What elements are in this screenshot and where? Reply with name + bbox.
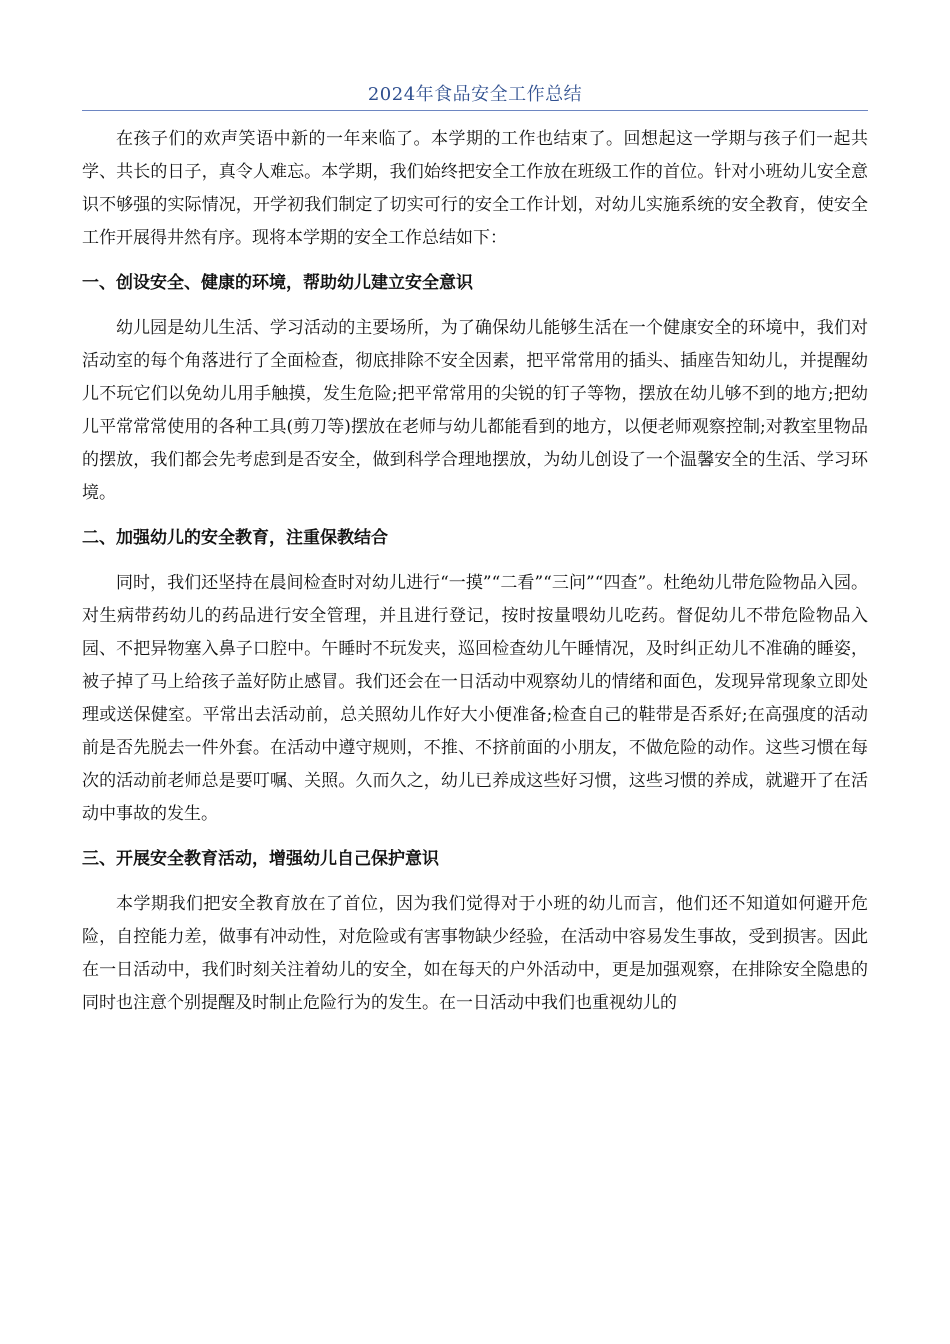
section-2-paragraph: 同时，我们还坚持在晨间检查时对幼儿进行“一摸”“二看”“三问”“四查”。杜绝幼儿带危险物品入园。对生病带药幼儿的药品进行安全管理，并且进行登记，按时按量喂幼儿吃药。督促幼儿不带危险物品入园、不把异物塞入鼻子口腔中。午睡时不玩发夹，巡回检查幼儿午睡情况，及时纠正幼儿不准确的睡姿，被子掉了马上给孩子盖好防止感冒。我们还会在一日活动中观察幼儿的情绪和面色，发现异常现象立即处理或送保健室。平常出去活动前，总关照幼儿作好大小便准备;检查自己的鞋带是否系好;在高强度的活动前是否先脱去一件外套。在活动中遵守规则，不推、不挤前面的小朋友，不做危险的动作。这些习惯在每次的活动前老师总是要叮嘱、关照。久而久之，幼儿已养成这些好习惯，这些习惯的养成，就避开了在活动中事故的发生。 xyxy=(82,573,868,824)
section-heading-2: 二、加强幼儿的安全教育，注重保教结合 xyxy=(82,528,388,548)
section-heading-1: 一、创设安全、健康的环境，帮助幼儿建立安全意识 xyxy=(82,273,473,293)
document-page xyxy=(82,78,868,1020)
section-heading-3: 三、开展安全教育活动，增强幼儿自己保护意识 xyxy=(82,849,439,869)
intro-paragraph: 在孩子们的欢声笑语中新的一年来临了。本学期的工作也结束了。回想起这一学期与孩子们一起共学、共长的日子，真令人难忘。本学期，我们始终把安全工作放在班级工作的首位。针对小班幼儿安全意识不够强的实际情况，开学初我们制定了切实可行的安全工作计划，对幼儿实施系统的安全教育，使安全工作开展得井然有序。现将本学期的安全工作总结如下： xyxy=(82,129,868,248)
section-3-paragraph: 本学期我们把安全教育放在了首位，因为我们觉得对于小班的幼儿而言，他们还不知道如何避开危险，自控能力差，做事有冲动性，对危险或有害事物缺少经验，在活动中容易发生事故，受到损害。因此在一日活动中，我们时刻关注着幼儿的安全，如在每天的户外活动中，更是加强观察，在排除安全隐患的同时也注意个别提醒及时制止危险行为的发生。在一日活动中我们也重视幼儿的 xyxy=(82,894,868,1013)
document-title: 2024年食品安全工作总结 xyxy=(82,78,868,111)
section-1-paragraph: 幼儿园是幼儿生活、学习活动的主要场所，为了确保幼儿能够生活在一个健康安全的环境中，我们对活动室的每个角落进行了全面检查，彻底排除不安全因素，把平常常用的插头、插座告知幼儿，并提醒幼儿不玩它们以免幼儿用手触摸，发生危险;把平常常用的尖锐的钉子等物，摆放在幼儿够不到的地方;把幼儿平常常常使用的各种工具(剪刀等)摆放在老师与幼儿都能看到的地方，以便老师观察控制;对教室里物品的摆放，我们都会先考虑到是否安全，做到科学合理地摆放，为幼儿创设了一个温馨安全的生活、学习环境。 xyxy=(82,318,868,503)
